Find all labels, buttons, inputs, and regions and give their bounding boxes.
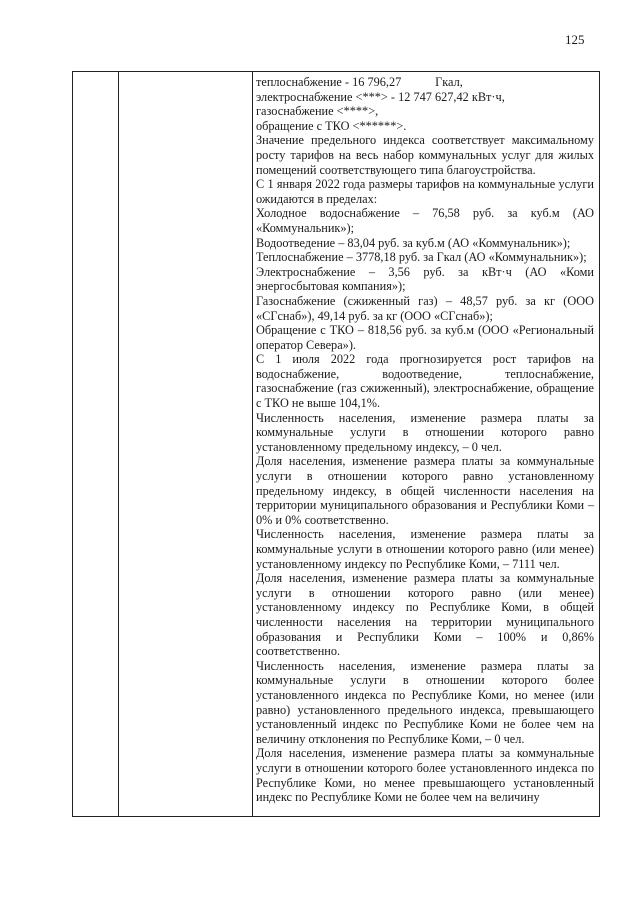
paragraph: Численность населения, изменение размера платы за коммунальные услуги в отношении которого равно (или менее) установленному индексу по Республике Коми, – 7111 чел. [256,527,594,571]
table-column-divider [252,72,253,816]
page-number: 125 [565,32,585,47]
text-line: электроснабжение <***> - 12 747 627,42 кВт·ч, [256,89,505,104]
paragraph: Доля населения, изменение размера платы за коммунальные услуги в отношении которого равно установленному предельному индексу, в общей численности населения на территории муниципального образования и Республики Коми – 0% и 0% соответственно. [256,454,594,527]
paragraph: Доля населения, изменение размера платы за коммунальные услуги в отношении которого более установленного индекса по Республике Коми, но менее превышающего установленный индекс по Республике Коми не более чем на величину [256,746,594,805]
table-column-divider [118,72,119,816]
table-cell-content [256,75,594,805]
paragraph: Численность населения, изменение размера платы за коммунальные услуги в отношении которого более установленного индекса по Республике Коми, но менее (или равно) установленного предельного индекса, превышающего установленный индекс по Республике Коми не более чем на величину отклонения по Республике Коми, – 0 чел. [256,658,594,746]
text-line: обращение с ТКО <******>. [256,118,407,133]
paragraph: Водоотведение – 83,04 руб. за куб.м (АО «Коммунальник»); [256,235,571,250]
paragraph: Значение предельного индекса соответствует максимальному росту тарифов на весь набор коммунальных услуг для жилых помещений соответствующего типа благоустройства. [256,133,594,177]
paragraph: Холодное водоснабжение – 76,58 руб. за куб.м (АО «Коммунальник»); [256,206,594,235]
paragraph: Обращение с ТКО – 818,56 руб. за куб.м (ООО «Региональный оператор Севера»). [256,323,594,352]
text-line: газоснабжение <****>, [256,104,379,119]
document-table [72,71,600,817]
paragraph: Газоснабжение (сжиженный газ) – 48,57 руб. за кг (ООО «СГснаб»), 49,14 руб. за кг (ООО «СГснаб»); [256,293,594,323]
paragraph: Теплоснабжение – 3778,18 руб. за Гкал (АО «Коммунальник»); [256,250,587,265]
paragraph: С 1 января 2022 года размеры тарифов на коммунальные услуги ожидаются в пределах: [256,177,594,206]
paragraph: С 1 июля 2022 года прогнозируется рост тарифов на водоснабжение, водоотведение, теплоснабжение, газоснабжение (газ сжиженный), электроснабжение, обращение с ТКО не выше 104,1%. [256,352,594,411]
paragraph: Численность населения, изменение размера платы за коммунальные услуги в отношении которого равно установленному предельному индексу, – 0 чел. [256,410,594,454]
text-line: теплоснабжение - 16 796,27 Гкал, [256,75,463,89]
paragraph: Электроснабжение – 3,56 руб. за кВт·ч (АО «Коми энергосбытовая компания»); [256,264,594,294]
paragraph: Доля населения, изменение размера платы за коммунальные услуги в отношении которого равно (или менее) установленному индексу по Республике Коми, в общей численности населения на территории муниципального образования и Республики Коми – 100% и 0,86% соответственно. [256,571,594,659]
